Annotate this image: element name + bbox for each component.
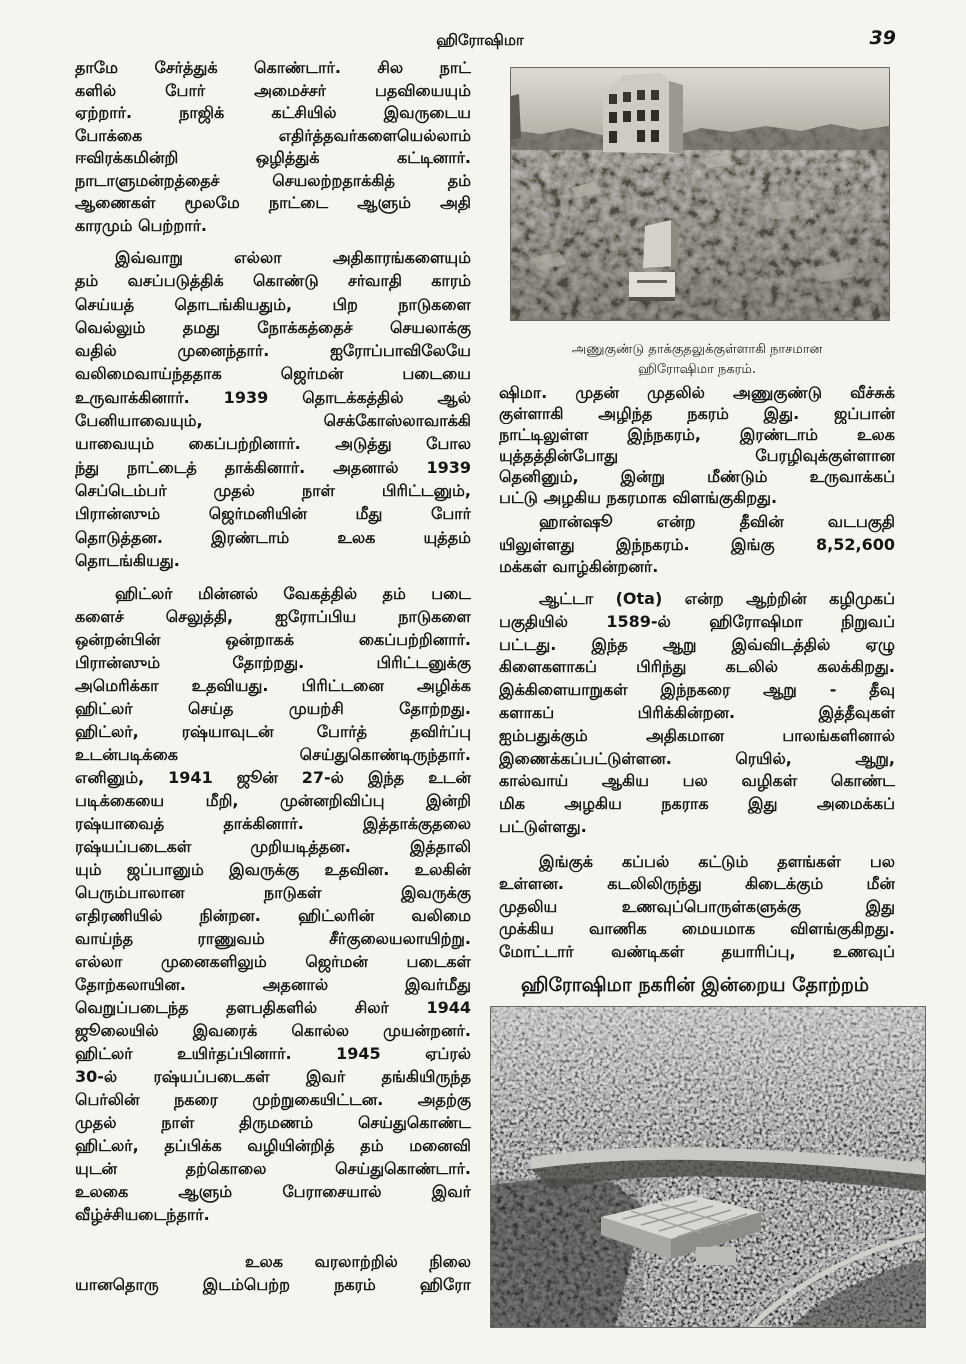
text-line: ஆணைகள் மூலமே நாட்டை ஆளும் அதி (75, 193, 471, 212)
text-line: நாடாளுமன்றத்தைச் செயலற்றதாக்கித் தம் (75, 170, 471, 190)
text-line: ந்து நாட்டைத் தாக்கினார். அதனால் 1939 (75, 457, 471, 477)
text-line: யுத்தத்தின்போது பேரழிவுக்குள்ளான (499, 446, 895, 465)
text-line: உலகை ஆளும் பேராசையால் இவர் (75, 1182, 471, 1201)
text-line: பகுதியில் 1589-ல் ஹிரோஷிமா நிறுவப் (499, 611, 895, 631)
text-line: இவ்வாறு எல்லா அதிகாரங்களையும் (115, 248, 471, 267)
text-line: வாய்ந்த ராணுவம் சீர்குலையலாயிற்று. (75, 929, 471, 948)
text-line: களைச் செலுத்தி, ஐரோப்பிய நாடுகளை (75, 607, 471, 626)
text-line: எனினும், 1941 ஜூன் 27-ல் இந்த உடன் (75, 768, 471, 787)
text-line: ஹிட்லர், தப்பிக்க வழியின்றித் தம் மனைவி (75, 1136, 471, 1155)
text-line: ஈவிரக்கமின்றி ஒழித்துக் கட்டினார். (75, 148, 471, 167)
text-line: நாட்டிலுள்ள இந்நகரம், இரண்டாம் உலக (499, 425, 895, 444)
paragraph (75, 1250, 471, 1296)
text-line: ஐம்பதுக்கும் அதிகமான பாலங்களினால் (499, 725, 895, 745)
page-number: 39 (869, 27, 896, 49)
paragraph (75, 582, 471, 1226)
text-line: செய்யத் தொடங்கியதும், பிற நாடுகளை (75, 294, 471, 314)
text-line: ஹிட்லர், ரஷ்யாவுடன் போர்த் தவிர்ப்பு (75, 722, 471, 741)
text-line: பிரான்ஸும் ஜெர்மனியின் மீது போர் (75, 504, 471, 524)
text-line: காரமும் பெற்றார். (75, 215, 208, 235)
text-line: ஆட்டா (Ota) என்ற ஆற்றின் கழிமுகப் (539, 589, 895, 608)
text-line: கால்வாய் ஆகிய பல வழிகள் கொண்ட (499, 771, 895, 791)
text-line: வதில் முனைந்தார். ஐரோப்பாவிலேயே (75, 341, 471, 361)
text-line: ஒன்றன்பின் ஒன்றாகக் கைப்பற்றினார். (75, 630, 471, 649)
text-line: ஜூலையில் இவரைக் கொல்ல முயன்றனர். (75, 1021, 471, 1040)
text-line: எதிரணியில் நின்றன. ஹிட்லரின் வலிமை (75, 906, 471, 925)
text-line: பட்டது. இந்த ஆறு இவ்விடத்தில் ஏழு (499, 634, 895, 654)
text-line: யும் ஜப்பானும் இவருக்கு உதவின. உலகின் (75, 860, 471, 879)
text-line: பிரான்ஸும் தோற்றது. பிரிட்டனுக்கு (75, 653, 471, 672)
text-line: மிக அழகிய நகராக இது அமைக்கப் (499, 794, 895, 814)
text-line: முதலிய உணவுப்பொருள்களுக்கு இது (499, 896, 895, 916)
text-line: இணைக்கப்பட்டுள்ளன. ரெயில், ஆறு, (499, 748, 895, 768)
text-line: பேனியாவையும், செக்கோஸ்லாவாக்கி (75, 411, 471, 431)
city-photo-frame (490, 1006, 926, 1328)
text-line: முதல் நாள் திருமணம் செய்துகொண்ட (75, 1113, 471, 1132)
text-line: களாகப் பிரிக்கின்றன. இத்தீவுகள் (499, 702, 895, 722)
text-line: அமெரிக்கா உதவியது. பிரிட்டனை அழிக்க (75, 676, 471, 695)
photo-caption-line: ஹிரோஷிமா நகரம். (638, 362, 756, 377)
photo-caption-line: அணுகுண்டு தாக்குதலுக்குள்ளாகி நாசமான (571, 342, 823, 357)
text-line: தாமே சேர்த்துக் கொண்டார். சில நாட் (75, 58, 471, 77)
text-line: பட்டுள்ளது. (499, 816, 587, 836)
text-line: உடன்படிக்கை செய்துகொண்டிருந்தார். (75, 745, 471, 764)
text-line: ரஷ்யாவைத் தாக்கினார். இத்தாக்குதலை (75, 814, 471, 833)
text-line: பெரும்பாலான நாடுகள் இவருக்கு (75, 883, 471, 902)
text-line: ஹிட்லர் உயிர்தப்பினார். 1945 ஏப்ரல் (75, 1044, 471, 1063)
text-line: பெர்லின் நகரை முற்றுகையிட்டன. அதற்கு (75, 1090, 471, 1109)
text-line: இங்குக் கப்பல் கட்டும் தளங்கள் பல (539, 852, 895, 871)
text-line: கிளைகளாகப் பிரிந்து கடலில் கலக்கிறது. (499, 657, 895, 677)
text-line: உள்ளன. கடலிலிருந்து கிடைக்கும் மீன் (499, 874, 895, 894)
text-line: வெல்லும் தமது நோக்கத்தைச் செயலாக்கு (75, 317, 471, 337)
text-line: ரஷ்யப்படைகள் முறியடித்தன. இத்தாலி (75, 837, 471, 856)
text-line: பட்டு அழகிய நகரமாக விளங்குகிறது. (499, 488, 778, 507)
paragraph (75, 57, 471, 237)
photo-heading: ஹிரோஷிமா நகரின் இன்றைய தோற்றம் (520, 974, 870, 996)
text-line: ஹிட்லர் செய்த முயற்சி தோற்றது. (75, 699, 471, 718)
text-line: மக்கள் வாழ்கின்றனர். (499, 557, 659, 576)
text-line: முக்கிய வாணிக மையமாக விளங்குகிறது. (499, 919, 895, 939)
text-line: தம் வசப்படுத்திக் கொண்டு சர்வாதி காரம் (75, 271, 471, 291)
text-line: படிக்கையை மீறி, முன்னறிவிப்பு இன்றி (75, 791, 471, 810)
text-line: உருவாக்கினார். 1939 தொடக்கத்தில் ஆல் (75, 387, 471, 407)
text-line: குள்ளாகி அழிந்த நகரம் இது. ஜப்பான் (499, 404, 895, 423)
text-line: உலக வரலாற்றில் நிலை (245, 1252, 471, 1271)
paragraph (499, 382, 895, 508)
text-line: தோற்கலாயின. அதனால் இவர்மீது (75, 975, 471, 994)
text-line: யிலுள்ளது இந்நகரம். இங்கு 8,52,600 (499, 534, 895, 554)
text-line: ஹிட்லர் மின்னல் வேகத்தில் தம் படை (115, 584, 471, 603)
city-aerial-photo (491, 1007, 925, 1327)
paragraph (499, 511, 895, 579)
text-line: போக்கை எதிர்த்தவர்களையெல்லாம் (75, 125, 471, 145)
running-head: ஹிரோஷிமா (436, 31, 524, 49)
text-line: ஏற்றார். நாஜிக் கட்சியில் இவருடைய (75, 103, 471, 122)
text-line: ஷிமா. முதன் முதலில் அணுகுண்டு வீச்சுக் (499, 383, 895, 402)
text-line: இக்கிளையாறுகள் இந்நகரை ஆறு - தீவு (499, 680, 895, 700)
text-line: ஹான்ஷூ என்ற தீவின் வடபகுதி (539, 512, 895, 531)
text-line: வெறுப்படைந்த தளபதிகளில் சிலர் 1944 (75, 998, 471, 1017)
text-line: மோட்டார் வண்டிகள் தயாரிப்பு, உணவுப் (499, 941, 895, 961)
left-column (75, 0, 471, 1364)
text-line: தெனினும், இன்று மீண்டும் உருவாக்கப் (499, 467, 895, 486)
text-line: தொடங்கியது. (75, 550, 180, 570)
paragraph (499, 588, 895, 839)
text-line: களில் போர் அமைச்சர் பதவியையும் (75, 80, 471, 100)
text-line: யுடன் தற்கொலை செய்துகொண்டார். (75, 1159, 471, 1178)
text-line: எல்லா முனைகளிலும் ஜெர்மன் படைகள் (75, 952, 471, 971)
text-line: வீழ்ச்சியடைந்தார். (75, 1205, 210, 1224)
text-line: யாவையும் கைப்பற்றினார். அடுத்து போல (75, 434, 471, 454)
text-line: தொடுத்தன. இரண்டாம் உலக யுத்தம் (75, 527, 471, 547)
paragraph (499, 851, 895, 963)
paragraph (75, 246, 471, 572)
text-line: செப்டெம்பர் முதல் நாள் பிரிட்டனும், (75, 480, 471, 500)
text-line: யானதொரு இடம்பெற்ற நகரம் ஹிரோ (75, 1275, 471, 1294)
text-line: 30-ல் ரஷ்யப்படைகள் இவர் தங்கியிருந்த (75, 1067, 471, 1086)
text-line: வலிமைவாய்ந்ததாக ஜெர்மன் படையை (75, 364, 471, 384)
